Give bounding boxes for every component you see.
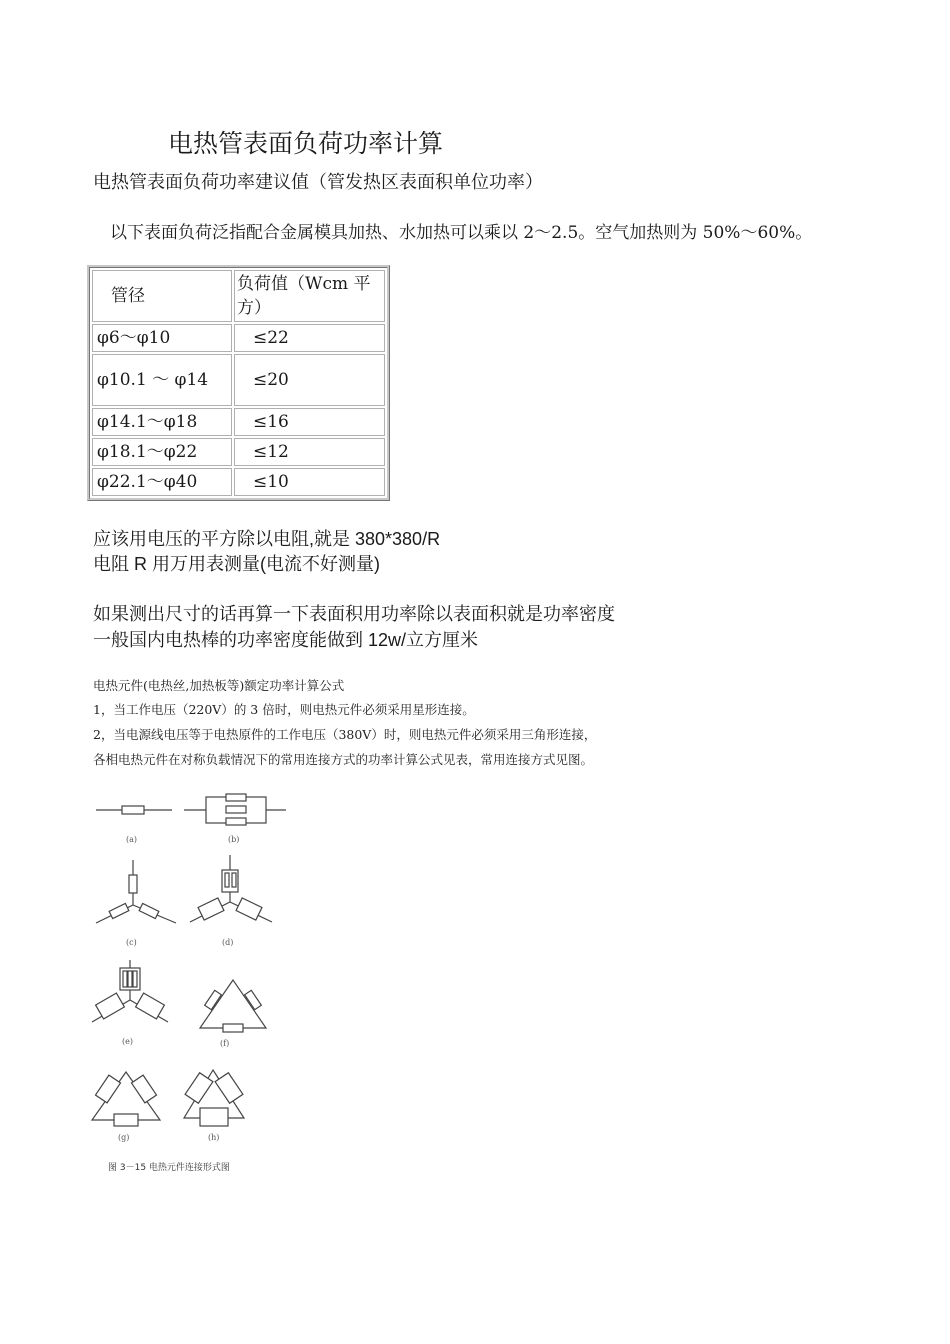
- power-density-line: 如果测出尺寸的话再算一下表面积用功率除以表面积就是功率密度: [93, 604, 615, 624]
- label-g: (g): [118, 1133, 130, 1142]
- diagram-e-star-triple: [92, 960, 168, 1022]
- table-row: [92, 438, 385, 466]
- formula-item-2: 2，当电源线电压等于电热原件的工作电压（380V）时，则电热元件必须采用三角形连接，: [93, 727, 597, 742]
- cell-diameter: φ14.1～φ18: [92, 408, 232, 436]
- header-diameter: 管径: [92, 270, 232, 322]
- label-e: (e): [122, 1037, 133, 1046]
- table-row: [92, 354, 385, 406]
- resistance-measure-line: 电阻 R 用万用表测量(电流不好测量): [93, 554, 380, 574]
- label-d: (d): [222, 938, 234, 947]
- table-row: [92, 468, 385, 496]
- cell-load: ≤16: [234, 408, 385, 436]
- cell-diameter: φ22.1～φ40: [92, 468, 232, 496]
- cell-diameter: φ6～φ10: [92, 324, 232, 352]
- diagram-h-delta-triple: [184, 1070, 244, 1126]
- header-load: 负荷值（Wcm 平方）: [234, 270, 385, 322]
- cell-diameter: φ10.1 ～ φ14: [92, 354, 232, 406]
- diagram-a-single: [96, 806, 172, 814]
- section-subtitle: 电热管表面负荷功率建议值（管发热区表面积单位功率）: [93, 172, 543, 193]
- diagram-b-parallel: [184, 794, 286, 825]
- cell-load: ≤10: [234, 468, 385, 496]
- diagram-c-star: [96, 860, 176, 923]
- power-density-limit-line: 一般国内电热棒的功率密度能做到 12w/立方厘米: [93, 630, 479, 650]
- cell-load: ≤22: [234, 324, 385, 352]
- diagram-g-delta-parallel: [92, 1072, 160, 1126]
- formula-item-3: 各相电热元件在对称负载情况下的常用连接方式的功率计算公式见表，常用连接方式见图。: [93, 752, 594, 767]
- cell-diameter: φ18.1～φ22: [92, 438, 232, 466]
- page-title: 电热管表面负荷功率计算: [168, 129, 444, 158]
- label-c: (c): [126, 938, 137, 947]
- diagram-d-star-parallel: [190, 855, 272, 922]
- figure-caption: 图 3－15 电热元件连接形式图: [108, 1163, 230, 1173]
- cell-load: ≤20: [234, 354, 385, 406]
- label-h: (h): [208, 1133, 220, 1142]
- label-a: (a): [126, 835, 138, 844]
- connection-diagram-figure: [88, 790, 288, 1180]
- voltage-formula-line: 应该用电压的平方除以电阻,就是 380*380/R: [93, 529, 441, 549]
- intro-paragraph: 以下表面负荷泛指配合金属模具加热、水加热可以乘以 2～2.5。空气加热则为 50%～60%。: [110, 223, 813, 243]
- label-b: (b): [228, 835, 240, 844]
- table-row: [92, 324, 385, 352]
- formula-heading: 电热元件(电热丝,加热板等)额定功率计算公式: [93, 678, 345, 693]
- formula-item-1: 1，当工作电压（220V）的 3 倍时，则电热元件必须采用星形连接。: [93, 702, 475, 717]
- table-row: [92, 408, 385, 436]
- cell-load: ≤12: [234, 438, 385, 466]
- diagram-f-delta: [200, 980, 266, 1032]
- label-f: (f): [220, 1039, 230, 1048]
- surface-load-table: [87, 265, 390, 501]
- table-header-row: [92, 270, 385, 322]
